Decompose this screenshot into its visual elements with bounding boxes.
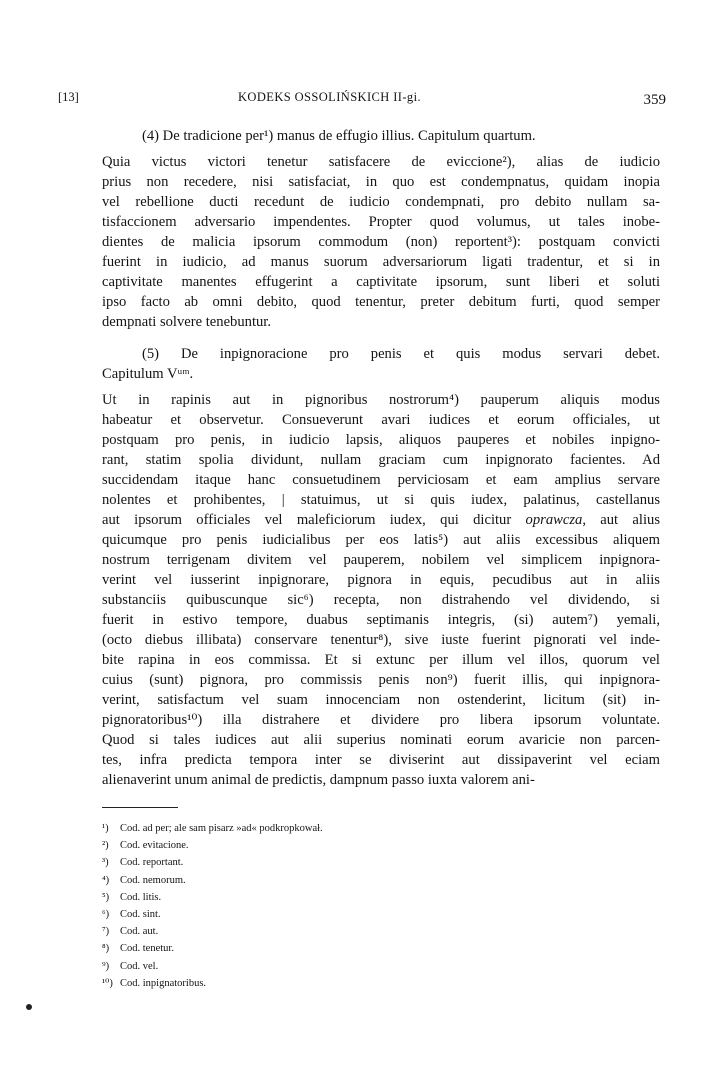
text-line: dientes de malicia ipsorum commodum (non) reportent³): postquam convicti xyxy=(102,234,660,250)
text-line: fuerit in estivo tempore, duabus septimanis integris, (si) autem⁷) yemali, xyxy=(102,612,660,628)
footnote-text: Cod. litis. xyxy=(120,891,162,903)
text-line: succidendam itaque hanc consuetudinem perviciosam et eam amplius servare xyxy=(102,472,660,488)
text-line: substanciis quibuscunque sic⁶) recepta, non distrahendo vel dividendo, si xyxy=(102,592,660,608)
text-line: prius non recedere, nisi satisfaciat, in quo est condempnatus, quidam inopia xyxy=(102,174,660,190)
footnote xyxy=(102,837,402,854)
text-line: nolentes et prohibentes, | statuimus, ut si quis iudex, palatinus, castellanus xyxy=(102,492,660,508)
footnote-mark: ⁸) xyxy=(102,943,110,955)
text-line: postquam pro penis, in iudicio lapsis, aliquos pauperes et nobiles inpigno- xyxy=(102,432,660,448)
main-text xyxy=(102,126,660,790)
text-line: tisfaccionem adversario impendentes. Propter quod volumus, ut tales inobe- xyxy=(102,214,660,230)
text-line: pignoratoribus¹⁰) illa distrahere et dividere pro libera ipsorum voluntate. xyxy=(102,712,660,728)
chapter5-heading-line1: (5) De inpignoracione pro penis et quis modus servari debet. xyxy=(142,346,660,362)
footnote xyxy=(102,854,402,871)
footnote-mark: ¹) xyxy=(102,823,109,834)
text-line: habeatur et observetur. Consueverunt avari iudices et eorum officiales, ut xyxy=(102,412,660,428)
footnote-text: Cod. evitacione. xyxy=(120,840,189,852)
footnote-text: Cod. sint. xyxy=(120,909,161,921)
text-line: Quod si tales iudices aut alii superius nominati eorum avaricie non parcen- xyxy=(102,732,660,748)
footnote xyxy=(102,872,402,889)
footnote-text: Cod. reportant. xyxy=(120,857,184,869)
footnote-mark: ⁵) xyxy=(102,891,110,903)
text-line: fuerint in iudicio, ad manus suorum adversariorum ligati tradentur, et si in xyxy=(102,254,660,270)
footnote-text: Cod. ad per; ale sam pisarz »ad« podkropkował. xyxy=(120,823,323,834)
text-line: alienaverint unum animal de predictis, dampnum passo iuxta valorem ani- xyxy=(102,772,535,788)
italic-term: oprawcza xyxy=(525,512,583,528)
text-line: tes, infra predicta tempora inter se diviserint aut dissipaverint vel eciam xyxy=(102,752,660,768)
chapter4-heading: (4) De tradicione per¹) manus de effugio illius. Capitulum quartum. xyxy=(142,128,536,144)
footnotes xyxy=(102,820,402,992)
footnote-mark: ⁹) xyxy=(102,960,110,972)
text-line: quicumque pro penis iudicialibus per eos latis⁵) aut aliis excessibus aliquem xyxy=(102,532,660,548)
text-line: Ut in rapinis aut in pignoribus nostrorum⁴) pauperum aliquis modus xyxy=(102,392,660,408)
footnote-mark: ¹⁰) xyxy=(102,977,113,989)
text-line: ipso facto ab omni debito, quod tenentur, preter debitum furti, quod semper xyxy=(102,294,660,310)
margin-dot xyxy=(26,1004,32,1010)
chapter5-heading-line2: Capitulum Vᵘᵐ. xyxy=(102,366,194,382)
text-line: cuius (sunt) pignora, pro commissis penis non⁹) fuerit illis, qui inpignora- xyxy=(102,672,660,688)
text-line: captivitate manentes effugerint a captivitate ipsorum, sunt liberi et soluti xyxy=(102,274,660,290)
footnote xyxy=(102,940,402,957)
footnote xyxy=(102,820,402,837)
text-line: rant, statim spolia dividunt, nullam graciam cum inpignorato facientes. Ad xyxy=(102,452,660,468)
footnote xyxy=(102,889,402,906)
chapter4-paragraph xyxy=(102,152,660,332)
footnote-rule xyxy=(102,807,178,808)
footnote-mark: ³) xyxy=(102,857,109,869)
text-line: Quia victus victori tenetur satisfacere de eviccione²), alias de iudicio xyxy=(102,154,660,170)
chapter5-paragraph xyxy=(102,390,660,790)
footnote-mark: ⁷) xyxy=(102,926,110,938)
page-number: 359 xyxy=(643,92,666,108)
text-line: nostrum terrigenam divitem vel pauperem, nobilem vel simplicem inpignora- xyxy=(102,552,660,568)
text-line: aut ipsorum officiales vel maleficiorum iudex, qui dicitur oprawcza, aut alius xyxy=(102,512,660,528)
footnote-text: Cod. aut. xyxy=(120,926,159,938)
text-line: (octo diebus illibata) conservare tenentur⁸), sive iuste fuerint pignorati vel inde- xyxy=(102,632,660,648)
footnote-text: Cod. inpignatoribus. xyxy=(120,977,207,989)
text-line: verint vel iusserint inpignorare, pignora in equis, pecudibus aut in aliis xyxy=(102,572,660,588)
running-title: KODEKS OSSOLIŃSKICH II-gi. xyxy=(238,90,421,104)
section-number: [13] xyxy=(58,90,79,104)
footnote-mark: ⁶) xyxy=(102,909,110,921)
text-line: dempnati solvere tenebuntur. xyxy=(102,314,271,330)
footnote-mark: ⁴) xyxy=(102,874,110,886)
footnote-text: Cod. vel. xyxy=(120,960,159,972)
footnote-mark: ²) xyxy=(102,840,109,852)
footnote xyxy=(102,975,402,992)
footnote xyxy=(102,906,402,923)
footnote xyxy=(102,958,402,975)
running-header xyxy=(58,88,666,110)
footnote xyxy=(102,923,402,940)
text-line: vel rebellione ducti recedunt de iudicio condempnati, pro debito nullam sa- xyxy=(102,194,660,210)
text-line: bite rapina in eos commissa. Et si extunc per illum vel illos, quorum vel xyxy=(102,652,660,668)
text-line: verint, satisfactum vel suam innocenciam non ostenderint, licitum (sit) in- xyxy=(102,692,660,708)
footnote-text: Cod. tenetur. xyxy=(120,943,174,955)
footnote-text: Cod. nemorum. xyxy=(120,874,186,886)
